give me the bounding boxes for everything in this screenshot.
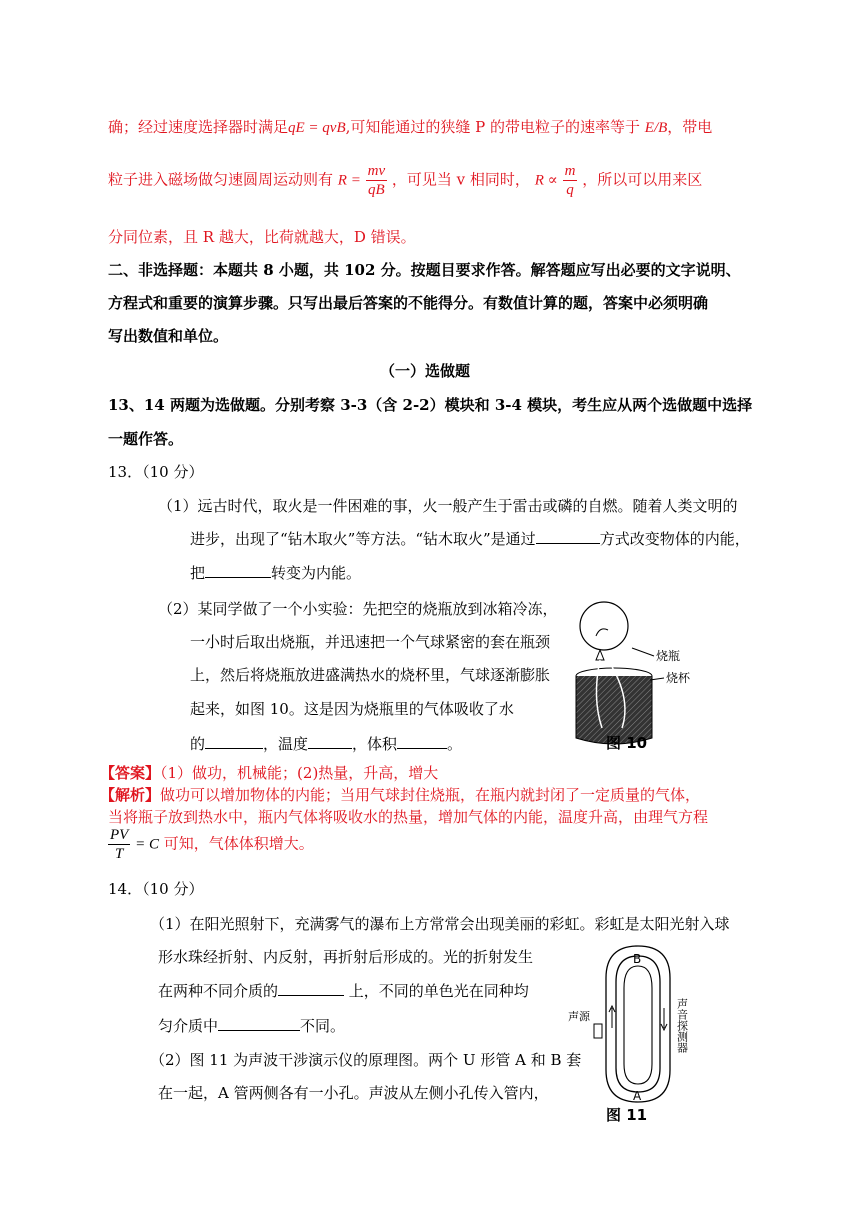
q13-text: ，温度 — [263, 735, 309, 753]
formula-m-over-q — [563, 162, 578, 199]
formula-e-over-b: E/B — [644, 120, 668, 136]
intro-text: ，所以可以用来区 — [582, 170, 703, 189]
q14-text: 匀介质中 — [158, 1017, 219, 1035]
blank — [397, 734, 447, 749]
blank — [218, 1016, 300, 1031]
frac-den: q — [566, 182, 574, 198]
figure-10 — [572, 598, 742, 758]
formula-r-prop: R ∝ — [534, 172, 558, 189]
q13-header: 13．（10 分） — [108, 463, 204, 481]
section2-line-2: 方程式和重要的演算步骤。只写出最后答案的不能得分。有数值计算的题，答案中必须明确 — [108, 294, 709, 312]
intro-line-2 — [108, 162, 702, 199]
formula-pv-over-t — [108, 826, 130, 863]
q14-p1-line-1: （1）在阳光照射下，充满雾气的瀑布上方常常会出现美丽的彩虹。彩虹是太阳光射入球 — [150, 915, 730, 933]
intro-text: ，可见当 v 相同时， — [391, 170, 530, 189]
q13-analysis-line-1 — [100, 784, 700, 805]
q13-p1-line-3 — [190, 562, 361, 583]
blank — [278, 981, 344, 996]
q14-text: 不同。 — [300, 1017, 346, 1035]
sound-interference-illustration — [566, 938, 736, 1124]
q14-p1-line-3 — [158, 980, 529, 1001]
subsection-title: （一）选做题 — [380, 362, 471, 380]
q13-p1-line-2 — [190, 528, 750, 549]
flask-beaker-illustration — [572, 598, 742, 758]
label-sound-source: 声源 — [568, 1010, 590, 1023]
intro-text: ，带电 — [667, 118, 713, 136]
q13-text: 把 — [190, 564, 206, 582]
q13-text: 的 — [190, 735, 206, 753]
analysis-text: 做功可以增加物体的内能；当用气球封住烧瓶，在瓶内就封闭了一定质量的气体， — [160, 786, 701, 804]
blank — [205, 563, 271, 578]
frac-den: qB — [368, 182, 385, 198]
q13-text: ，体积 — [352, 735, 398, 753]
section2-line-3: 写出数值和单位。 — [108, 327, 229, 345]
label-detector: 声音探测器 — [675, 998, 689, 1053]
label-tube-b: B — [633, 952, 642, 966]
analysis-text: 可知，气体体积增大。 — [163, 834, 314, 853]
q14-header: 14．（10 分） — [108, 880, 204, 898]
frac-num: mv — [367, 163, 386, 179]
label-tube-a: A — [633, 1089, 642, 1103]
q14-p2-line-1: （2）图 11 为声波干涉演示仪的原理图。两个 U 形管 A 和 B 套 — [150, 1051, 582, 1069]
blank — [536, 529, 600, 544]
q13-p2-line-4: 起来，如图 10。这是因为烧瓶里的气体吸收了水 — [190, 700, 514, 718]
answer-text: （1）做功，机械能；(2)热量，升高，增大 — [160, 764, 439, 782]
formula-mv-over-qb — [366, 162, 388, 199]
q13-text: 进步，出现了“钻木取火”等方法。“钻木取火”是通过 — [190, 530, 536, 548]
intro-text: ,可知能通过的狭缝 P 的带电粒子的速率等于 — [345, 118, 645, 136]
q13-text: 方式改变物体的内能， — [599, 530, 750, 548]
q13-p2-line-2: 一小时后取出烧瓶，并迅速把一个气球紧密的套在瓶颈 — [190, 633, 551, 651]
intro-line-3: 分同位素，且 R 越大，比荷就越大，D 错误。 — [108, 228, 416, 246]
label-beaker: 烧杯 — [666, 671, 691, 685]
q14-p1-line-2: 形水珠经折射、内反射，再折射后形成的。光的折射发生 — [158, 948, 534, 966]
q13-answer — [100, 762, 438, 783]
intro-line-1 — [108, 116, 712, 137]
blank — [205, 734, 263, 749]
q13-text: 。 — [447, 735, 463, 753]
figure-11-caption: 图 11 — [606, 1106, 648, 1124]
frac-num: m — [564, 163, 576, 179]
intro-text: 确；经过速度选择器时满足 — [108, 118, 289, 136]
q13-p2-line-3: 上，然后将烧瓶放进盛满热水的烧杯里，气球逐渐膨胀 — [190, 666, 551, 684]
analysis-tag: 【解析】 — [100, 786, 161, 804]
section2-line-1: 二、非选择题：本题共 8 小题，共 102 分。按题目要求作答。解答题应写出必要的文字说明、 — [108, 261, 741, 279]
figure-11 — [566, 938, 736, 1124]
formula-qe-qvb: qE = qvB — [288, 120, 346, 136]
q14-p1-line-4 — [158, 1015, 345, 1036]
q14-text: 在两种不同介质的 — [158, 982, 279, 1000]
frac-den: T — [114, 846, 124, 862]
q13-p2-line-5 — [190, 733, 462, 754]
q13-p2-line-1: （2）某同学做了一个小实验：先把空的烧瓶放到冰箱冷冻， — [158, 600, 558, 618]
elective-line-1: 13、14 两题为选做题。分别考察 3-3（含 2-2）模块和 3-4 模块，考生应从两个选做题中选择 — [108, 396, 753, 414]
q13-p1-line-1: （1）远古时代，取火是一件困难的事，火一般产生于雷击或磷的自燃。随着人类文明的 — [158, 497, 738, 515]
figure-10-caption: 图 10 — [606, 734, 648, 752]
frac-num: PV — [110, 827, 129, 843]
elective-line-2: 一题作答。 — [108, 430, 184, 448]
answer-tag: 【答案】 — [100, 764, 161, 782]
intro-text: 粒子进入磁场做匀速圆周运动则有 — [108, 170, 334, 189]
q13-analysis-line-2: 当将瓶子放到热水中，瓶内气体将吸收水的热量，增加气体的内能，温度升高，由理气方程 — [108, 808, 709, 826]
q13-analysis-line-3 — [108, 826, 314, 863]
label-flask: 烧瓶 — [656, 649, 681, 663]
q14-p2-line-2: 在一起，A 管两侧各有一小孔。声波从左侧小孔传入管内， — [158, 1084, 549, 1102]
q13-text: 转变为内能。 — [271, 564, 362, 582]
formula-r: R = — [337, 172, 361, 189]
q14-text: 上，不同的单色光在同种均 — [348, 982, 529, 1000]
formula-eq-c: = C — [135, 836, 159, 853]
blank — [308, 734, 352, 749]
